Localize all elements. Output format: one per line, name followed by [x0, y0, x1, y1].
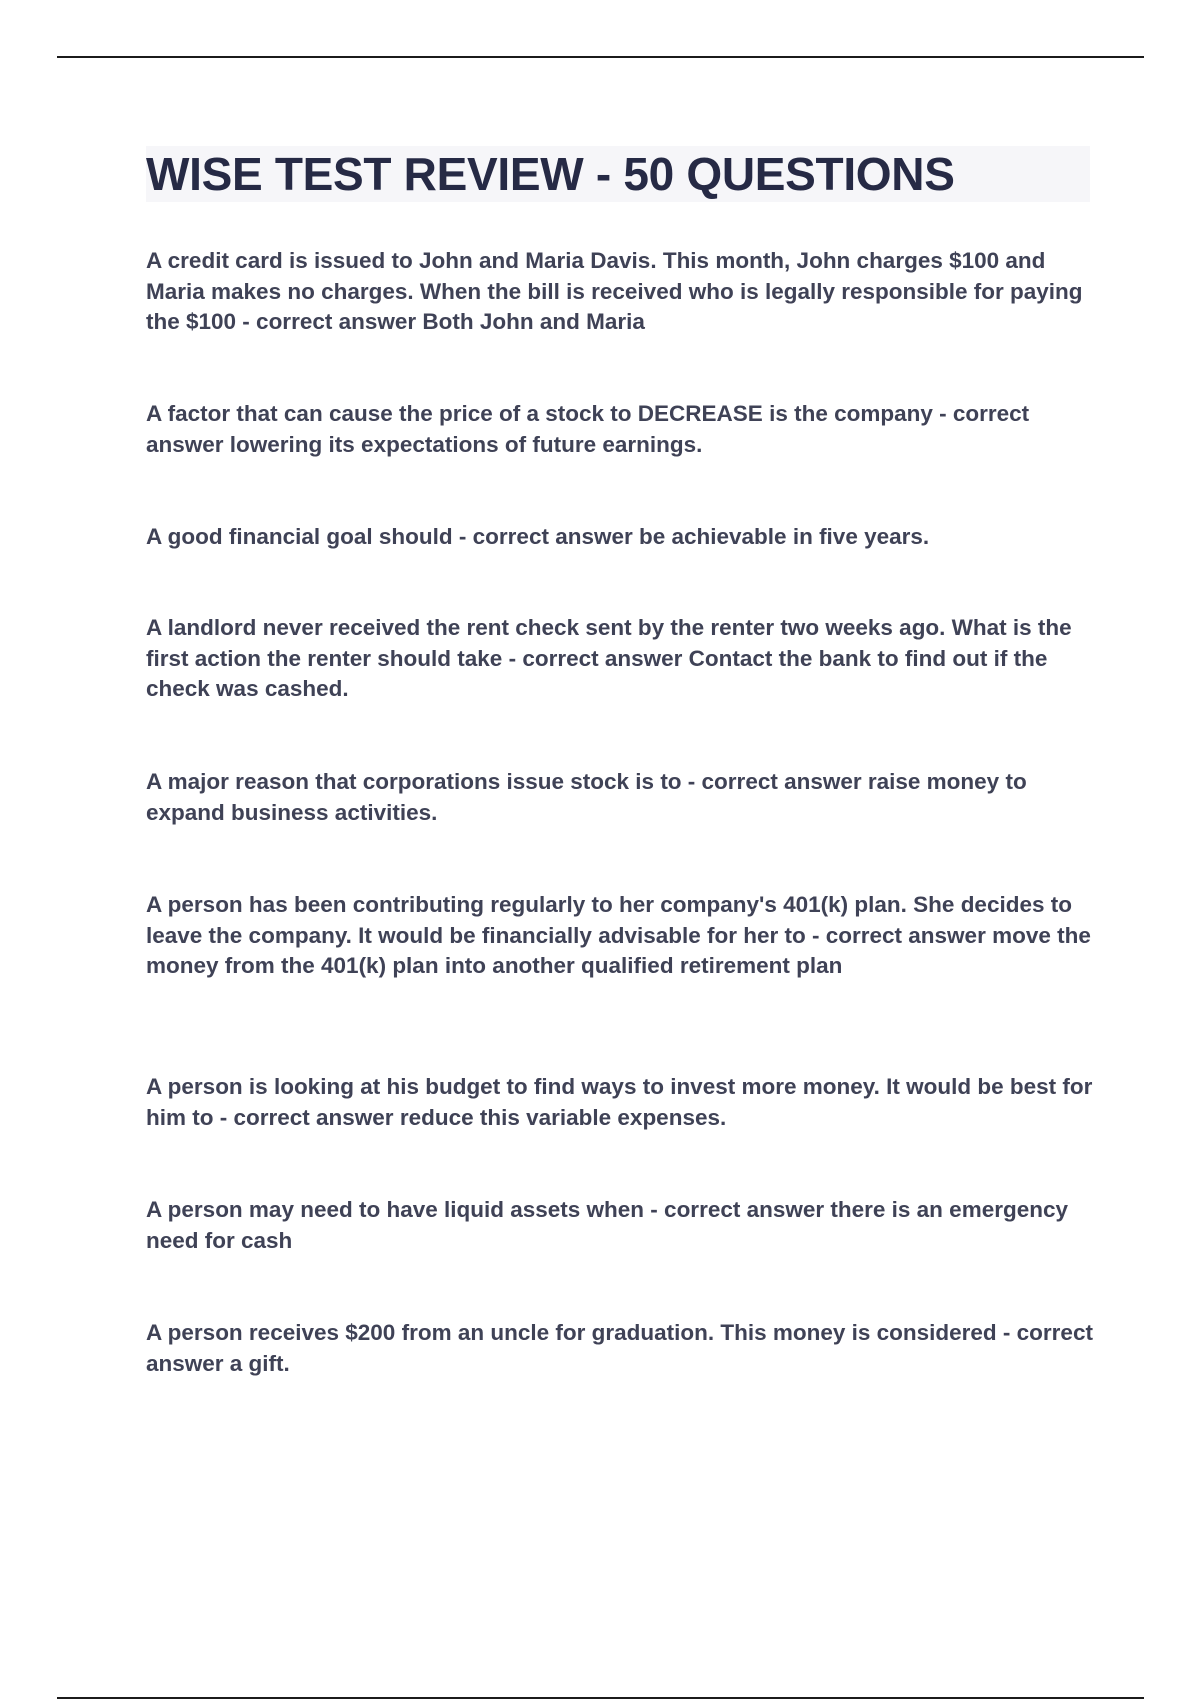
question-item: A credit card is issued to John and Maria Davis. This month, John charges $100 and Maria makes no charges. When the bill is received who is legally responsible for paying the $100 - correct answer Both John and Maria: [146, 248, 1083, 334]
question-item: A good financial goal should - correct answer be achievable in five years.: [146, 524, 930, 549]
question-item: A person has been contributing regularly to her company's 401(k) plan. She decides to leave the company. It would be financially advisable for her to - correct answer move the money from the 401(k) plan into another qualified retirement plan: [146, 892, 1091, 978]
page-title: WISE TEST REVIEW - 50 QUESTIONS: [146, 148, 955, 200]
question-item: A person may need to have liquid assets when - correct answer there is an emergency need for cash: [146, 1197, 1068, 1253]
question-item: A landlord never received the rent check sent by the renter two weeks ago. What is the first action the renter should take - correct answer Contact the bank to find out if the check was cashed.: [146, 615, 1072, 701]
bottom-rule: [57, 1697, 1144, 1699]
question-item: A major reason that corporations issue stock is to - correct answer raise money to expand business activities.: [146, 769, 1027, 825]
top-rule: [57, 56, 1144, 58]
question-item: A factor that can cause the price of a stock to DECREASE is the company - correct answer lowering its expectations of future earnings.: [146, 401, 1030, 457]
question-item: A person receives $200 from an uncle for graduation. This money is considered - correct answer a gift.: [146, 1320, 1093, 1376]
question-item: A person is looking at his budget to find ways to invest more money. It would be best for him to - correct answer reduce this variable expenses.: [146, 1074, 1093, 1130]
